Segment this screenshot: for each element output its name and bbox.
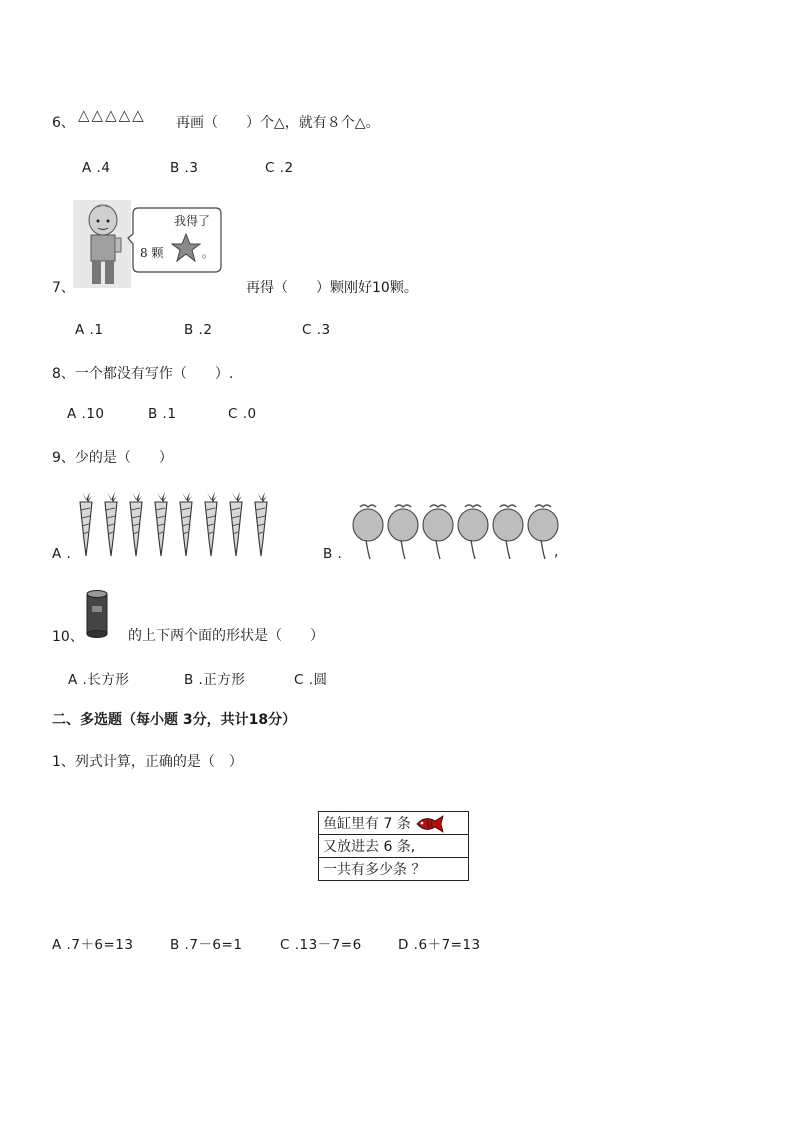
q6-option-a[interactable]: A .4 — [82, 160, 111, 176]
q9-option-b[interactable]: B . — [323, 546, 343, 562]
boy-illustration — [73, 200, 131, 288]
m1-option-c[interactable]: C .13－7=6 — [280, 937, 362, 953]
carrots-group — [78, 490, 278, 558]
q7-option-b[interactable]: B .2 — [184, 322, 213, 338]
box-row-2: 又放进去 6 条, — [319, 835, 469, 858]
q6-option-c[interactable]: C .2 — [265, 160, 294, 176]
q10-option-b[interactable]: B .正方形 — [184, 672, 246, 688]
q10-option-c[interactable]: C .圆 — [294, 672, 328, 688]
q8-option-a[interactable]: A .10 — [67, 406, 105, 422]
q7-option-a[interactable]: A .1 — [75, 322, 104, 338]
q7-number: 7、 — [52, 280, 75, 296]
m1-option-b[interactable]: B .7－6=1 — [170, 937, 243, 953]
q10-option-a[interactable]: A .长方形 — [68, 672, 130, 688]
speech-text-1: 我得了 — [174, 214, 211, 228]
q8-text: 8、一个都没有写作（ ）. — [52, 366, 234, 382]
fish-word-problem-box — [318, 811, 469, 881]
m1-text: 1、列式计算，正确的是（ ） — [52, 754, 243, 770]
q7-option-c[interactable]: C .3 — [302, 322, 331, 338]
q9-option-a[interactable]: A . — [52, 546, 72, 562]
box-row-1: 鱼缸里有 7 条 — [319, 812, 469, 835]
q10-text: 的上下两个面的形状是（ ） — [128, 628, 324, 644]
speech-text-2: 8 颗 — [140, 246, 164, 260]
q6-number: 6、 — [52, 115, 75, 131]
fish-icon — [415, 815, 445, 833]
q7-text: 再得（ ）颗刚好10颗。 — [246, 280, 418, 296]
q9-trailing-comma: , — [554, 544, 559, 560]
cylinder-can-illustration — [86, 590, 108, 638]
q6-option-b[interactable]: B .3 — [170, 160, 199, 176]
triangles-row: △△△△△ — [78, 106, 146, 124]
q8-option-b[interactable]: B .1 — [148, 406, 177, 422]
speech-text-3: 。 — [202, 246, 215, 260]
radishes-group — [352, 503, 562, 561]
m1-option-a[interactable]: A .7＋6=13 — [52, 937, 134, 953]
q10-number: 10、 — [52, 629, 84, 645]
q9-text: 9、少的是（ ） — [52, 450, 173, 466]
q6-text: 再画（ ）个△，就有８个△。 — [176, 115, 380, 131]
m1-option-d[interactable]: D .6＋7=13 — [398, 937, 481, 953]
section2-heading: 二、多选题（每小题 3分，共计18分） — [52, 712, 297, 728]
box-row-3: 一共有多少条 ？ — [319, 858, 469, 881]
q8-option-c[interactable]: C .0 — [228, 406, 257, 422]
